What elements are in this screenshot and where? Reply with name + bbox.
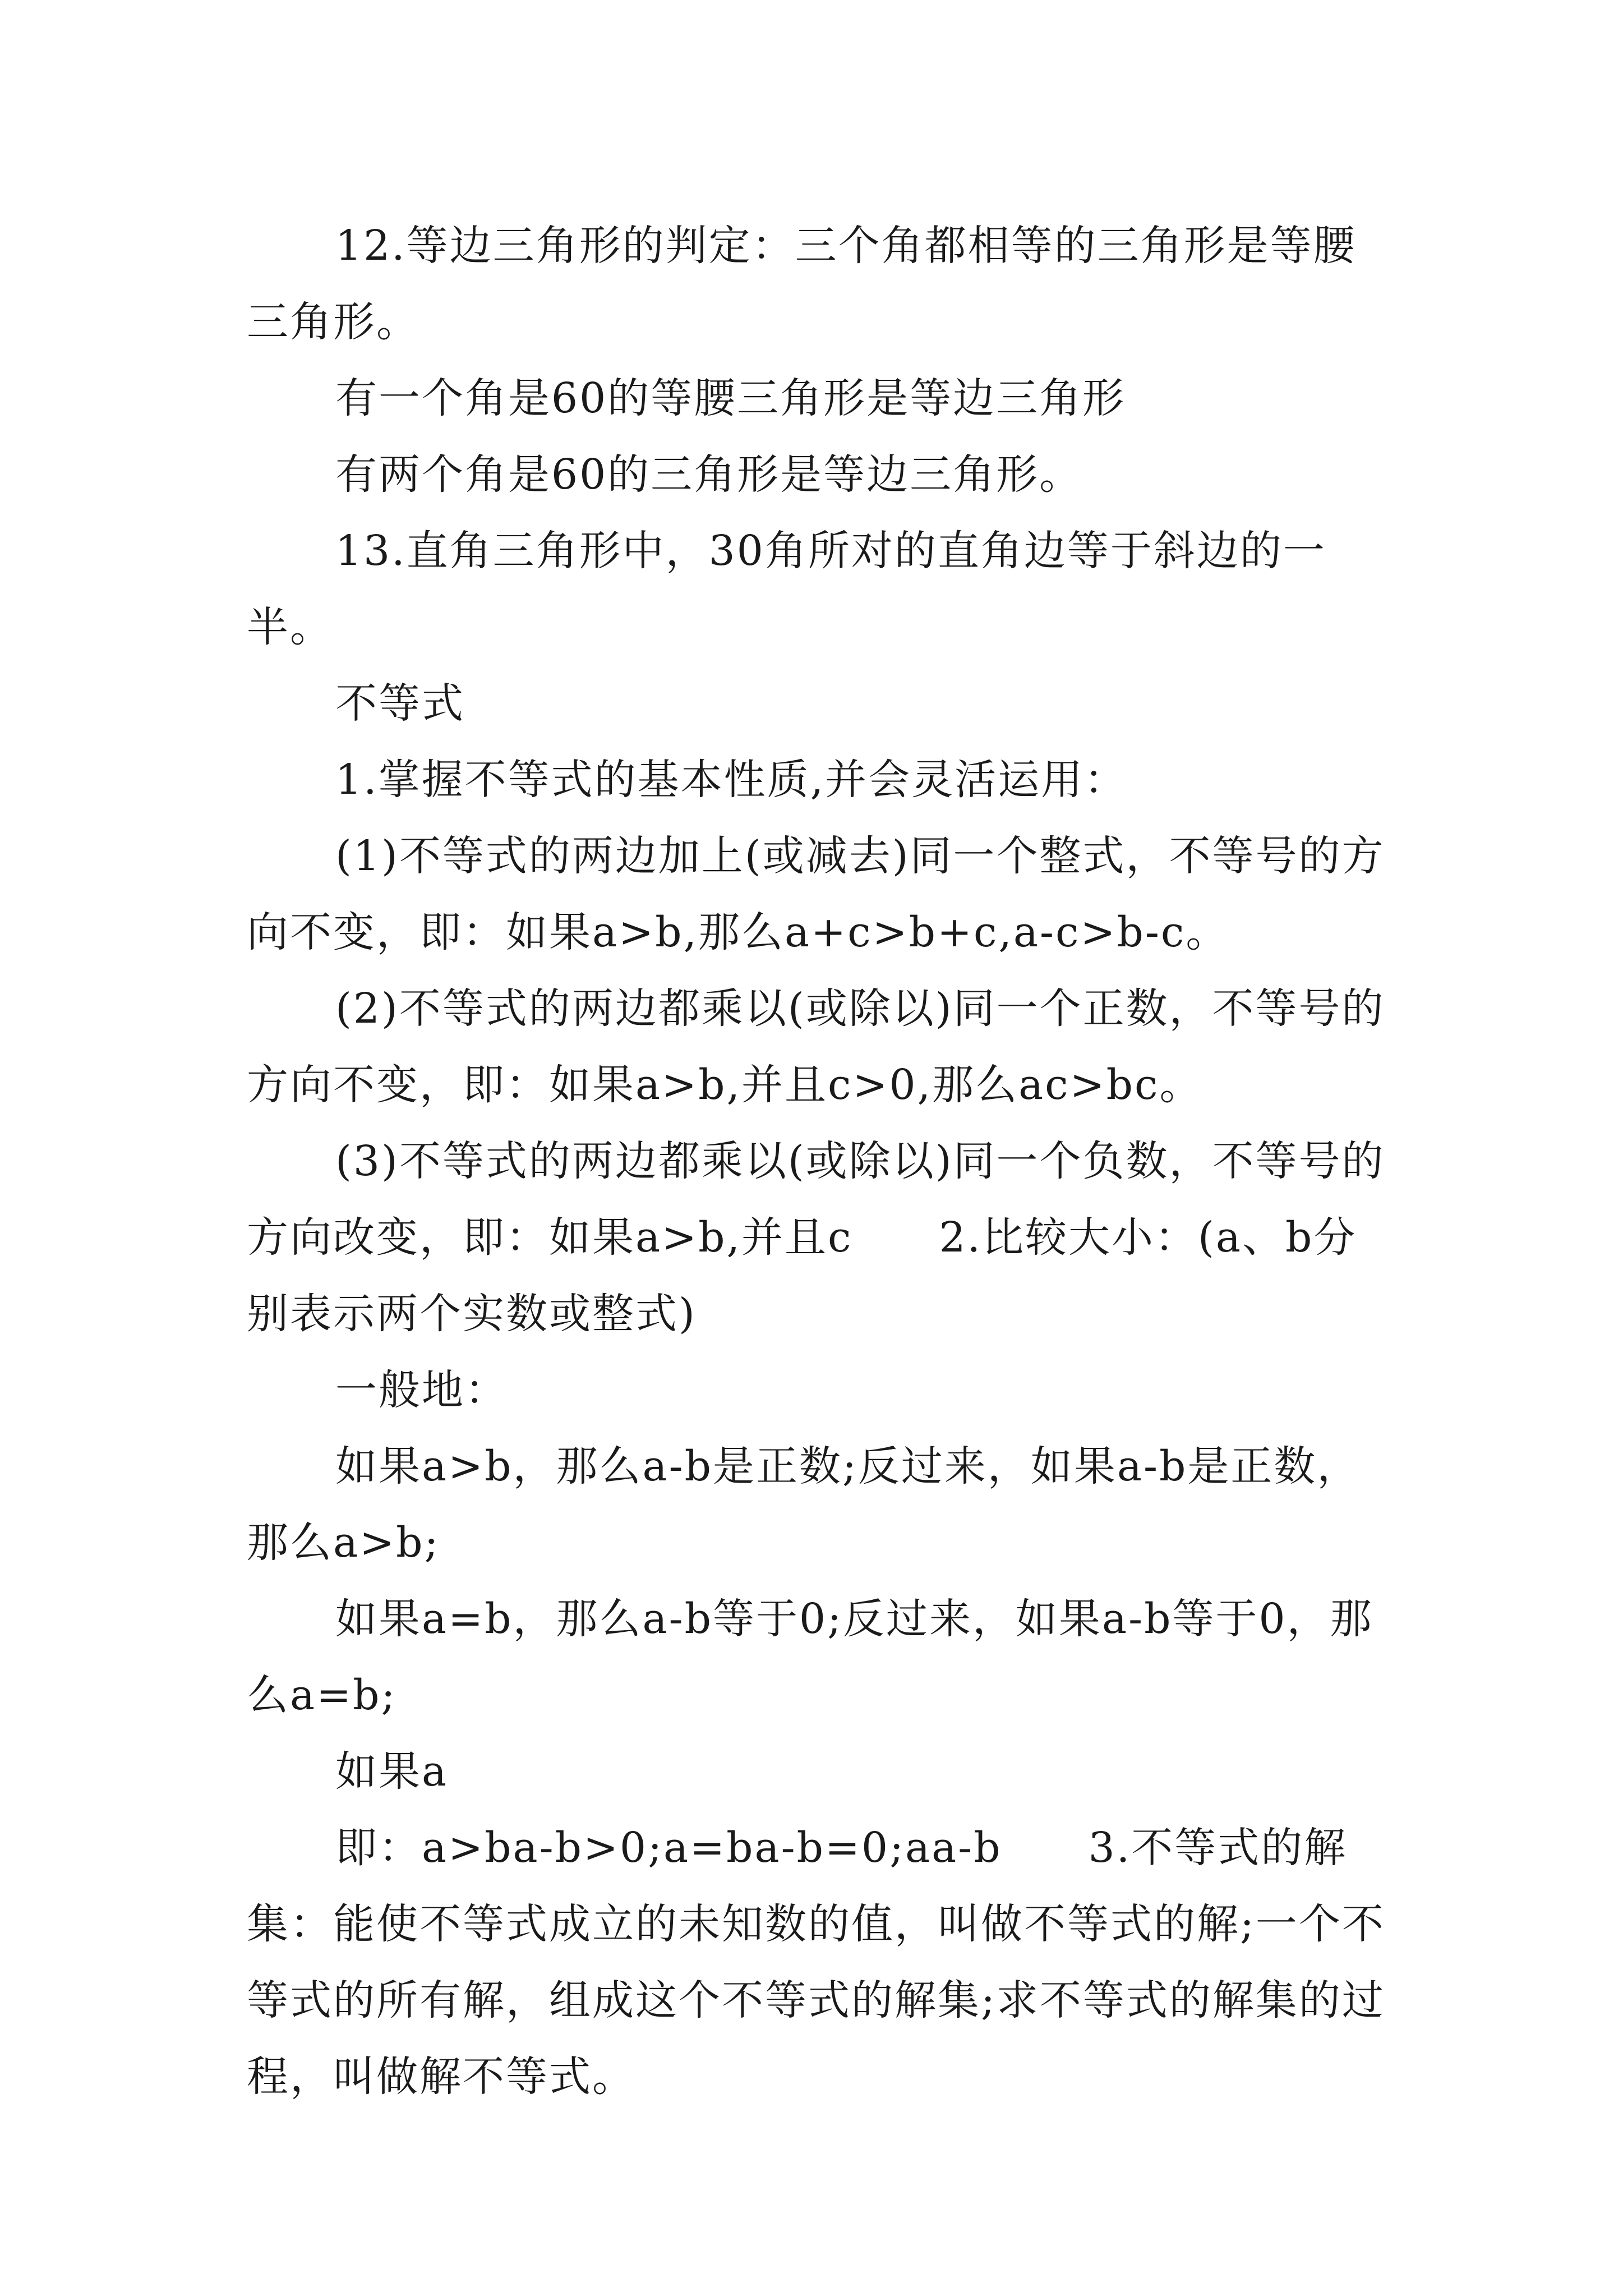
section-heading-inequality: 不等式 [335, 679, 465, 728]
paragraph-solution-set: 即：a>ba-b>0;a=ba-b=0;aa-b 3.不等式的解集：能使不等式成立的未知数的值，叫做不等式的解;一个不等式的所有解，组成这个不等式的解集;求不等式的解集的过程，叫做解不等式。 [247, 1824, 1385, 2101]
paragraph-if-equal: 如果a=b，那么a-b等于0;反过来，如果a-b等于0，那么a=b; [247, 1595, 1373, 1719]
paragraph-equilateral-criterion: 12.等边三角形的判定：三个角都相等的三角形是等腰三角形。 [247, 222, 1357, 346]
paragraph-basic-properties: 1.掌握不等式的基本性质,并会灵活运用： [335, 756, 1128, 804]
paragraph-right-triangle-30: 13.直角三角形中，30角所对的直角边等于斜边的一半。 [247, 527, 1326, 651]
paragraph-generally: 一般地： [335, 1366, 508, 1414]
paragraph-if-greater: 如果a>b，那么a-b是正数;反过来，如果a-b是正数，那么a>b; [247, 1442, 1361, 1567]
paragraph-isosceles-60: 有一个角是60的等腰三角形是等边三角形 [335, 374, 1126, 422]
document-body [247, 208, 1385, 2115]
paragraph-two-angles-60: 有两个角是60的三角形是等边三角形。 [335, 450, 1083, 499]
paragraph-property-2: (2)不等式的两边都乘以(或除以)同一个正数，不等号的方向不变，即：如果a>b,并且c>0,那么ac>bc。 [247, 984, 1385, 1109]
paragraph-if-less: 如果a [335, 1747, 449, 1796]
paragraph-property-3: (3)不等式的两边都乘以(或除以)同一个负数，不等号的方向改变，即：如果a>b,并且c 2.比较大小：(a、b分别表示两个实数或整式) [247, 1137, 1385, 1338]
paragraph-property-1: (1)不等式的两边加上(或减去)同一个整式，不等号的方向不变，即：如果a>b,那么a+c>b+c,a-c>b-c。 [247, 832, 1385, 956]
